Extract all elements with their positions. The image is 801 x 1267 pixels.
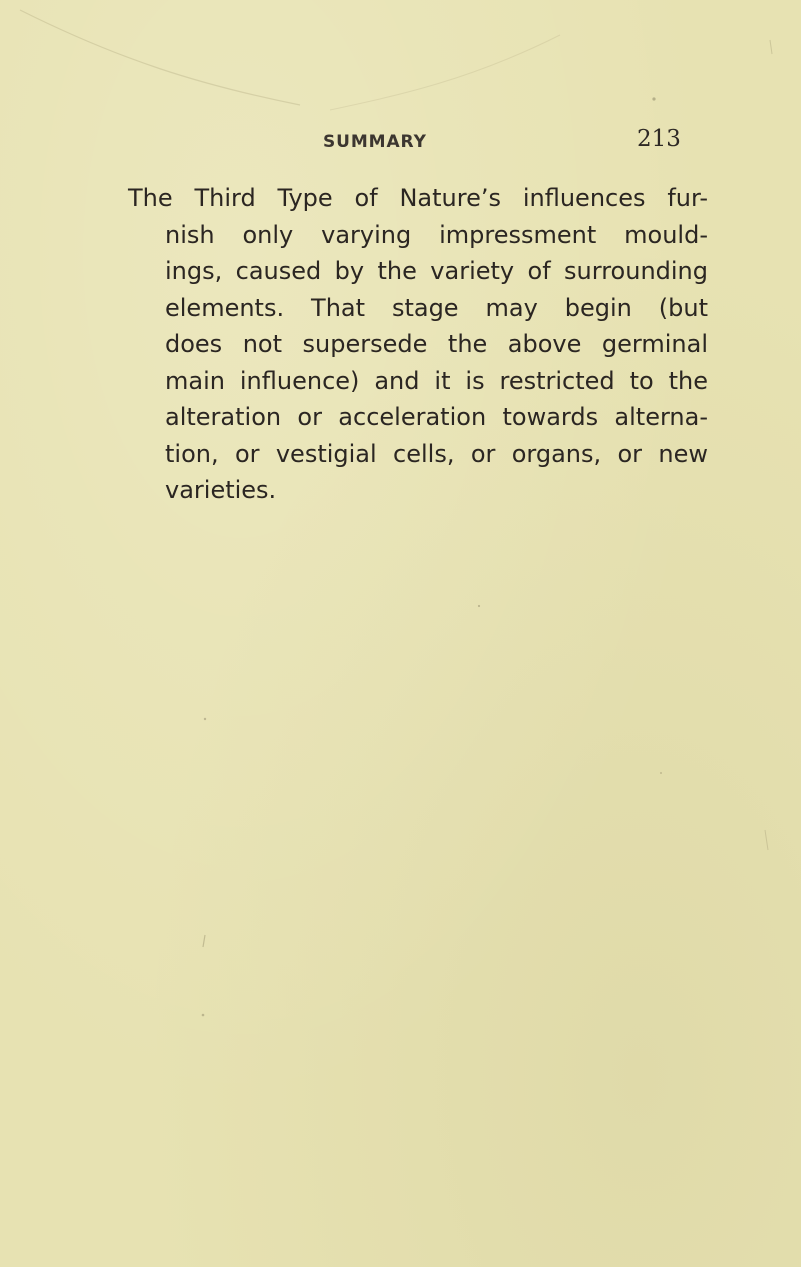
paragraph-line: elements. That stage may begin (but [165,293,708,322]
paragraph-line: alteration or acceleration towards alterna- [165,403,708,431]
page-number: 213 [637,126,681,152]
paragraph-line: main influence) and it is restricted to the [165,366,708,395]
paragraph-line: tion, or vestigial cells, or organs, or new [165,439,708,468]
summary-paragraph [128,180,708,509]
running-head-title: SUMMARY [323,132,427,152]
paragraph-line: ings, caused by the variety of surrounding [165,257,708,285]
paragraph-line: varieties. [165,476,277,504]
paragraph-line: does not supersede the above germinal [165,330,708,358]
paragraph-line: The Third Type of Nature’s influences fur- [128,184,708,212]
paragraph-line: nish only varying impressment mould- [165,220,708,249]
running-head [0,124,801,164]
